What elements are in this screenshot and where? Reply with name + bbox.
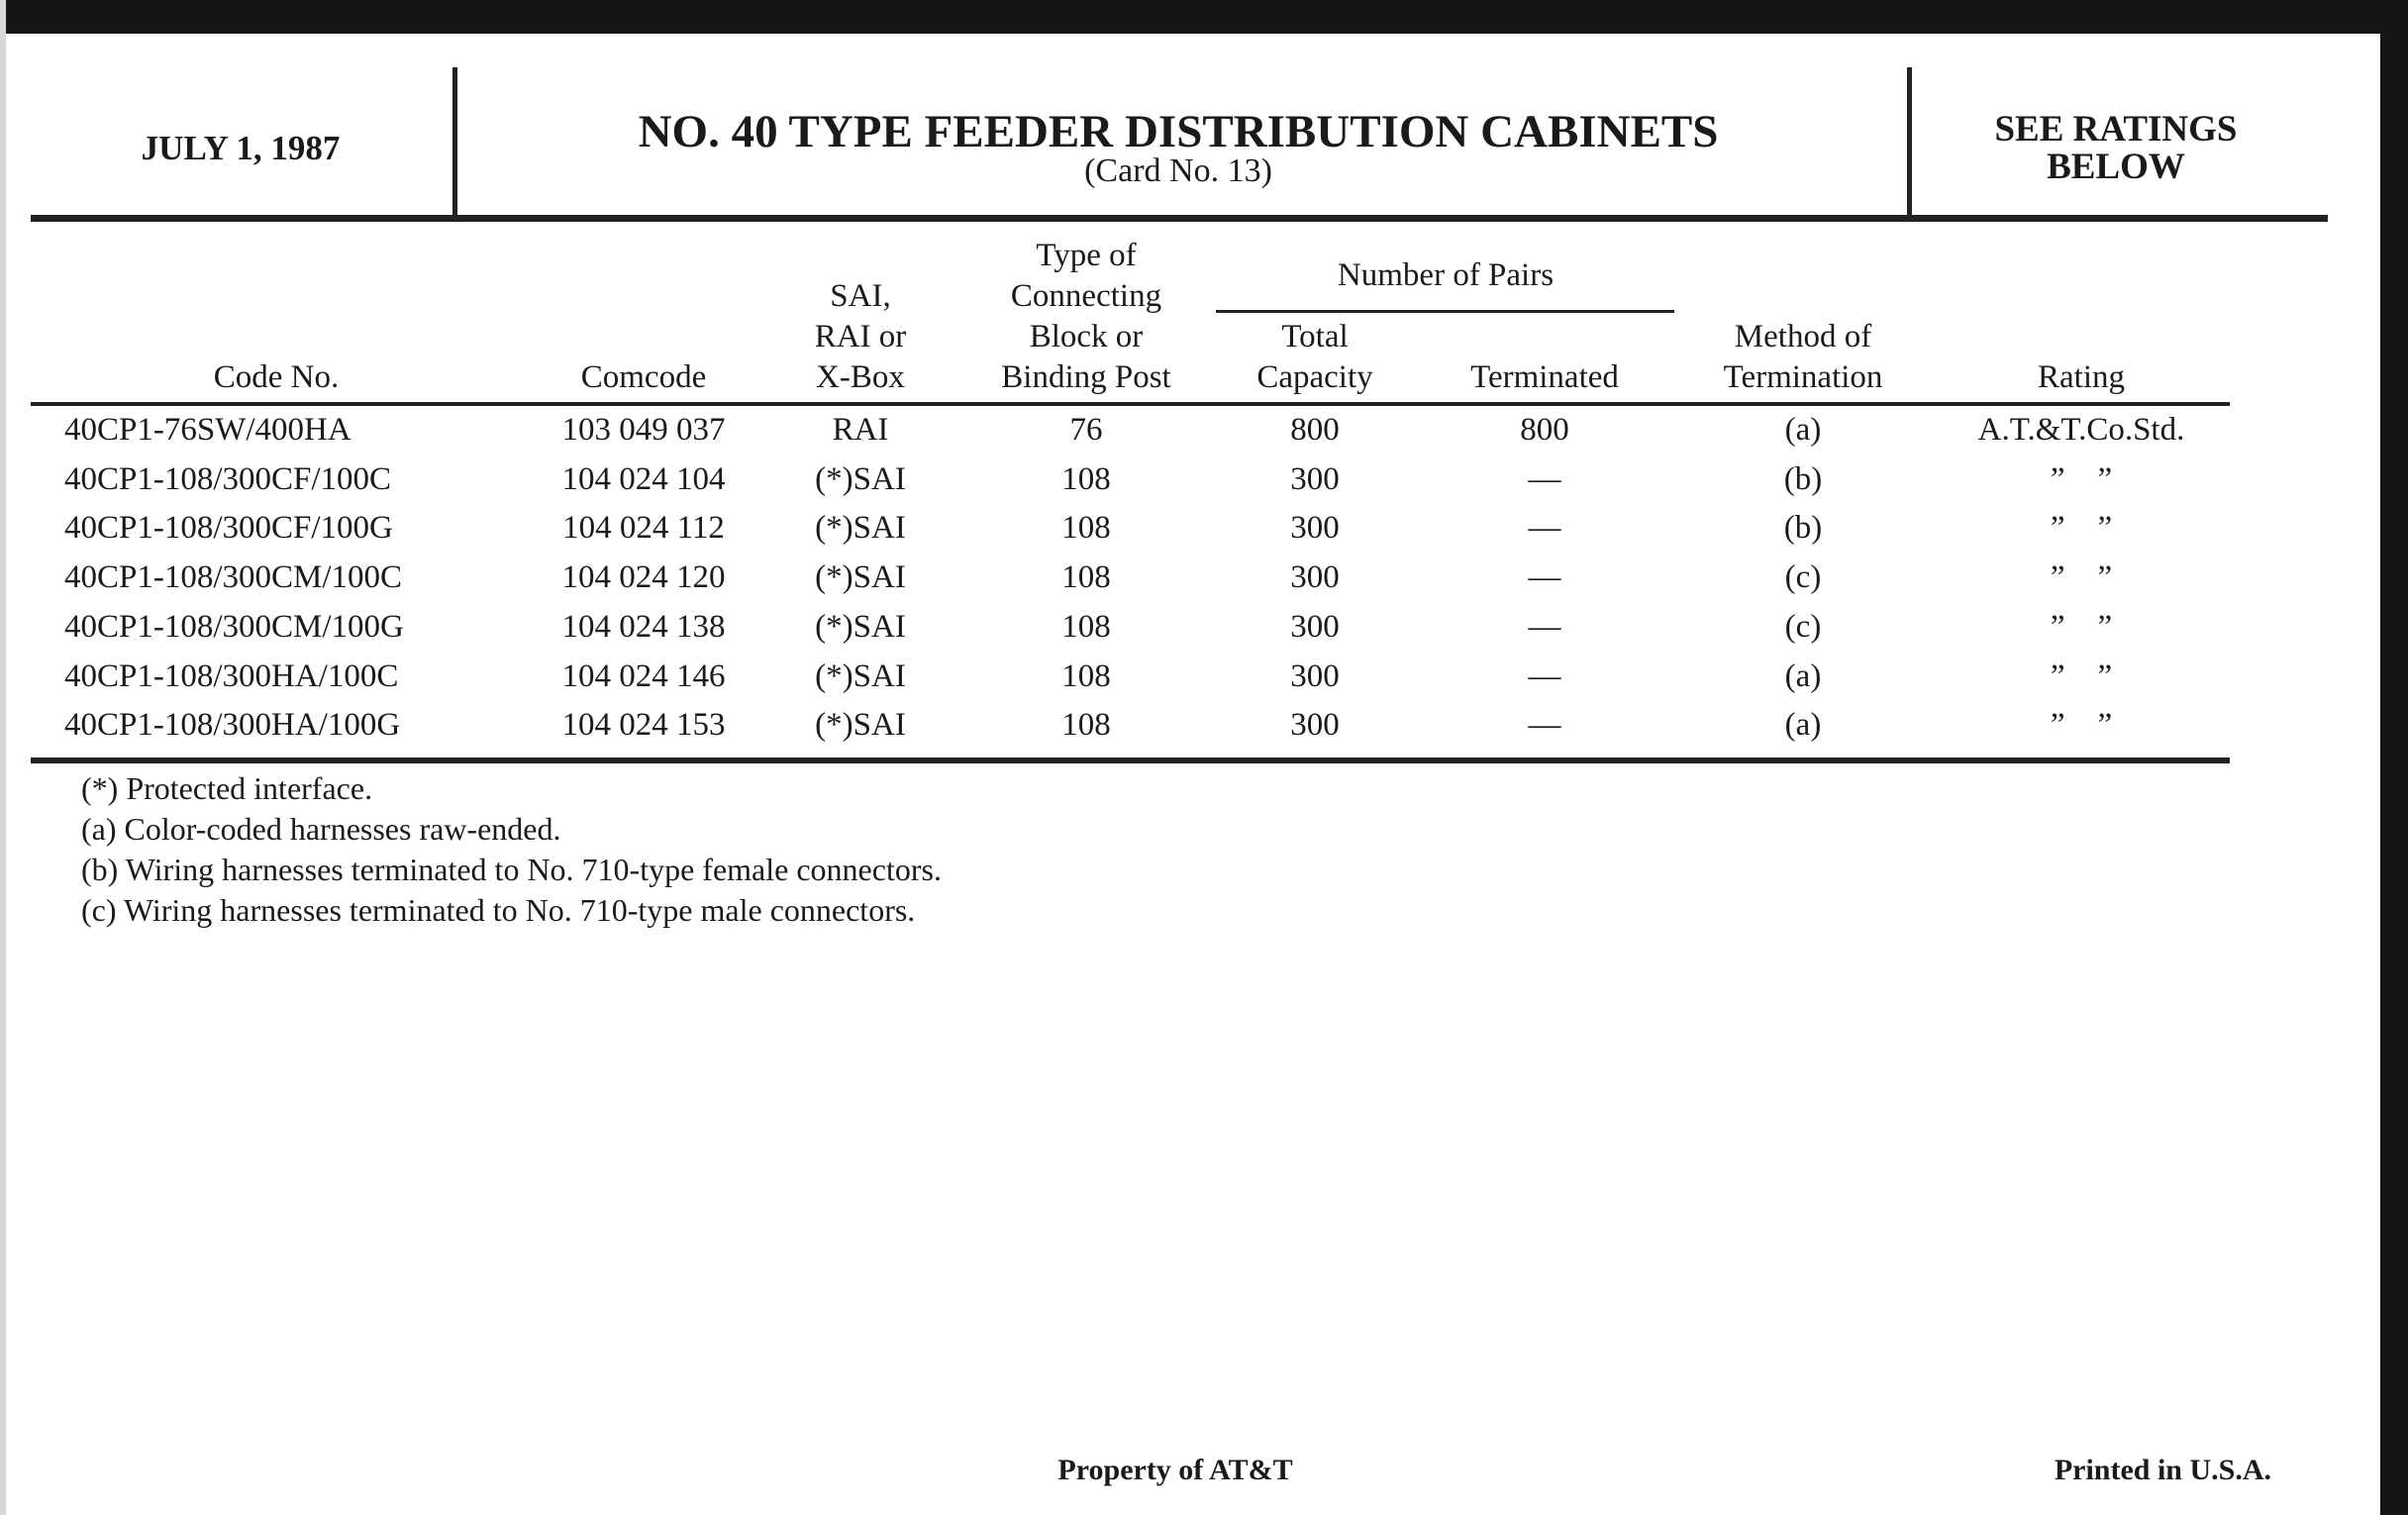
cell-total: 800 <box>1290 412 1340 448</box>
cell-comcode: 104 024 153 <box>561 707 726 744</box>
column-header-rating <box>2038 357 2125 398</box>
column-header-line: Terminated <box>1470 359 1619 395</box>
card-title: NO. 40 TYPE FEEDER DISTRIBUTION CABINETS <box>638 106 1719 157</box>
column-header-line: Binding Post <box>1001 359 1171 395</box>
cell-rating: ” ” <box>2050 460 2113 497</box>
cell-comcode: 104 024 138 <box>561 608 726 645</box>
cell-comcode: 104 024 112 <box>562 510 725 547</box>
number-of-pairs-header: Number of Pairs <box>1337 257 1555 293</box>
cell-type: 108 <box>1061 608 1111 645</box>
column-header-line: X-Box <box>816 359 905 395</box>
scan-border-top <box>0 0 2408 34</box>
cell-total: 300 <box>1290 510 1340 547</box>
scan-border-left <box>0 0 6 1515</box>
column-header-line: Comcode <box>580 359 707 395</box>
cell-type: 108 <box>1061 707 1111 744</box>
footnote: (b) Wiring harnesses terminated to No. 710-type female connectors. <box>81 852 942 887</box>
cell-terminated: — <box>1528 707 1561 744</box>
cell-comcode: 104 024 146 <box>561 657 726 694</box>
cell-type: 108 <box>1061 657 1111 694</box>
cell-terminated: — <box>1528 559 1561 596</box>
cell-code: 40CP1-108/300CF/100G <box>64 510 393 547</box>
cell-code: 40CP1-108/300CF/100C <box>64 460 392 497</box>
cell-code: 40CP1-108/300CM/100G <box>64 608 404 645</box>
header-divider-left <box>452 67 457 216</box>
cell-sai: (*)SAI <box>815 707 906 744</box>
cell-total: 300 <box>1290 657 1340 694</box>
column-header-line: Code No. <box>213 359 340 395</box>
cell-sai: (*)SAI <box>815 559 906 596</box>
printed-notice: Printed in U.S.A. <box>2054 1454 2271 1486</box>
cell-method: (b) <box>1783 510 1823 547</box>
column-header-line: SAI, <box>830 278 891 314</box>
column-header-type <box>1001 236 1170 398</box>
cell-sai: (*)SAI <box>815 510 906 547</box>
cell-rating: A.T.&T.Co.Std. <box>1977 412 2185 448</box>
cell-code: 40CP1-76SW/400HA <box>64 412 351 448</box>
column-header-sai <box>815 276 907 398</box>
cell-rating: ” ” <box>2050 510 2113 547</box>
cell-terminated: — <box>1528 608 1561 645</box>
column-header-line: Total <box>1281 319 1349 354</box>
cell-total: 300 <box>1290 559 1340 596</box>
cell-sai: (*)SAI <box>815 657 906 694</box>
column-header-line: Type of <box>1036 238 1137 273</box>
header-rule <box>31 215 2328 222</box>
header-divider-right <box>1907 67 1912 216</box>
cell-total: 300 <box>1290 460 1340 497</box>
cell-type: 108 <box>1061 510 1111 547</box>
column-header-line: Capacity <box>1256 359 1373 395</box>
cell-method: (a) <box>1784 412 1822 448</box>
cell-type: 108 <box>1061 559 1111 596</box>
rating-note-line2: BELOW <box>2047 147 2185 187</box>
cell-sai: RAI <box>832 412 889 448</box>
property-notice: Property of AT&T <box>1057 1454 1293 1486</box>
cell-terminated: — <box>1528 657 1561 694</box>
cell-rating: ” ” <box>2050 608 2113 645</box>
cell-comcode: 104 024 104 <box>561 460 726 497</box>
cell-total: 300 <box>1290 608 1340 645</box>
cell-code: 40CP1-108/300HA/100C <box>64 657 399 694</box>
scan-border-right <box>2380 0 2408 1515</box>
cell-code: 40CP1-108/300HA/100G <box>64 707 401 744</box>
cell-method: (c) <box>1784 608 1822 645</box>
cell-rating: ” ” <box>2050 559 2113 596</box>
table-header-rule <box>31 402 2230 406</box>
cell-type: 76 <box>1069 412 1103 448</box>
footnote: (c) Wiring harnesses terminated to No. 710-type male connectors. <box>81 892 916 928</box>
cell-sai: (*)SAI <box>815 460 906 497</box>
cell-method: (a) <box>1784 707 1822 744</box>
cell-comcode: 103 049 037 <box>561 412 726 448</box>
column-header-code <box>214 357 340 398</box>
column-header-line: Connecting <box>1010 278 1162 314</box>
rating-note <box>1994 111 2237 186</box>
cell-terminated: — <box>1528 460 1561 497</box>
card-date: JULY 1, 1987 <box>141 129 341 167</box>
column-header-line: Block or <box>1029 319 1144 354</box>
column-header-line: Rating <box>2038 359 2125 395</box>
cell-rating: ” ” <box>2050 657 2113 694</box>
cell-method: (b) <box>1783 460 1823 497</box>
cell-total: 300 <box>1290 707 1340 744</box>
column-header-terminated <box>1470 357 1619 398</box>
cell-method: (c) <box>1784 559 1822 596</box>
column-header-method <box>1724 317 1883 398</box>
column-header-comcode <box>581 357 706 398</box>
column-header-line: RAI or <box>814 319 907 354</box>
card-subtitle: (Card No. 13) <box>1084 152 1272 189</box>
footnote: (*) Protected interface. <box>81 770 373 806</box>
footnote: (a) Color-coded harnesses raw-ended. <box>81 811 561 847</box>
cell-method: (a) <box>1784 657 1822 694</box>
column-header-line: Termination <box>1723 359 1883 395</box>
cell-rating: ” ” <box>2050 707 2113 744</box>
rating-note-line1: SEE RATINGS <box>1994 109 2238 150</box>
number-of-pairs-underline <box>1216 310 1674 313</box>
cell-comcode: 104 024 120 <box>561 559 726 596</box>
cell-code: 40CP1-108/300CM/100C <box>64 559 403 596</box>
cell-sai: (*)SAI <box>815 608 906 645</box>
cell-terminated: 800 <box>1520 412 1569 448</box>
column-header-total <box>1256 317 1372 398</box>
cell-type: 108 <box>1061 460 1111 497</box>
column-header-line: Method of <box>1734 319 1872 354</box>
cell-terminated: — <box>1528 510 1561 547</box>
table-bottom-rule <box>31 758 2230 763</box>
